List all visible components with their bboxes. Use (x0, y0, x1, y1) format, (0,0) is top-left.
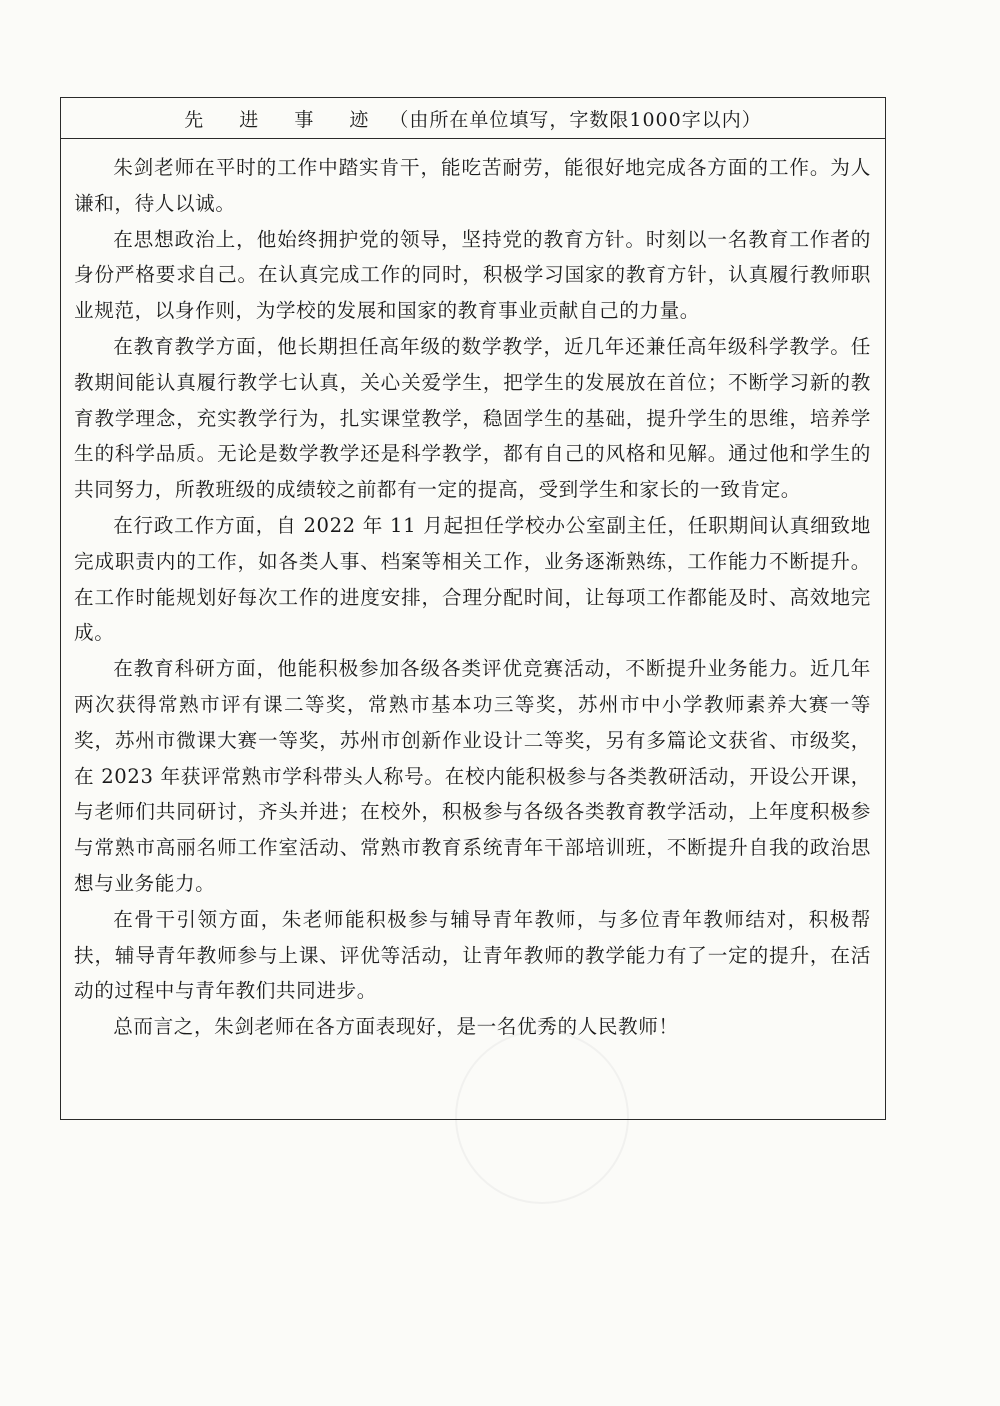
section-title-note: （由所在单位填写，字数限1000字以内） (389, 108, 762, 131)
form-body (61, 139, 885, 1045)
paragraph-administration: 在行政工作方面，自 2022 年 11 月起担任学校办公室副主任，任职期间认真细致地完成职责内的工作，如各类人事、档案等相关工作，业务逐渐熟练，工作能力不断提升。在工作时能规划好每次工作的进度安排，合理分配时间，让每项工作都能及时、高效地完成。 (74, 513, 871, 645)
paragraph-research: 在教育科研方面，他能积极参加各级各类评优竞赛活动，不断提升业务能力。近几年两次获得常熟市评有课二等奖，常熟市基本功三等奖，苏州市中小学教师素养大赛一等奖，苏州市微课大赛一等奖，苏州市创新作业设计二等奖，另有多篇论文获省、市级奖，在 2023 年获评常熟市学科带头人称号。在校内能积极参与各类教研活动，开设公开课，与老师们共同研讨，齐头并进；在校外，积极参与各级各类教育教学活动，上年度积极参与常熟市高丽名师工作室活动、常熟市教育系统青年干部培训班，不断提升自我的政治思想与业务能力。 (74, 657, 871, 895)
form-table (60, 97, 886, 1120)
paragraph-intro: 朱剑老师在平时的工作中踏实肯干，能吃苦耐劳，能很好地完成各方面的工作。为人谦和，待人以诚。 (74, 156, 871, 215)
paragraph-mentoring: 在骨干引领方面，朱老师能积极参与辅导青年教师，与多位青年教师结对，积极帮扶，辅导青年教师参与上课、评优等活动，让青年教师的教学能力有了一定的提升，在活动的过程中与青年教们共同进步。 (74, 907, 871, 1003)
section-title: 先 进 事 迹 (184, 108, 384, 131)
form-header (61, 98, 885, 139)
paragraph-political: 在思想政治上，他始终拥护党的领导，坚持党的教育方针。时刻以一名教育工作者的身份严格要求自己。在认真完成工作的同时，积极学习国家的教育方针，认真履行教师职业规范，以身作则，为学校的发展和国家的教育事业贡献自己的力量。 (74, 227, 871, 323)
paragraph-teaching: 在教育教学方面，他长期担任高年级的数学教学，近几年还兼任高年级科学教学。任教期间能认真履行教学七认真，关心关爱学生，把学生的发展放在首位；不断学习新的教育教学理念，充实教学行为，扎实课堂教学，稳固学生的基础，提升学生的思维，培养学生的科学品质。无论是数学教学还是科学教学，都有自己的风格和见解。通过他和学生的共同努力，所教班级的成绩较之前都有一定的提高，受到学生和家长的一致肯定。 (74, 334, 871, 502)
paragraph-summary: 总而言之，朱剑老师在各方面表现好，是一名优秀的人民教师！ (113, 1015, 679, 1039)
